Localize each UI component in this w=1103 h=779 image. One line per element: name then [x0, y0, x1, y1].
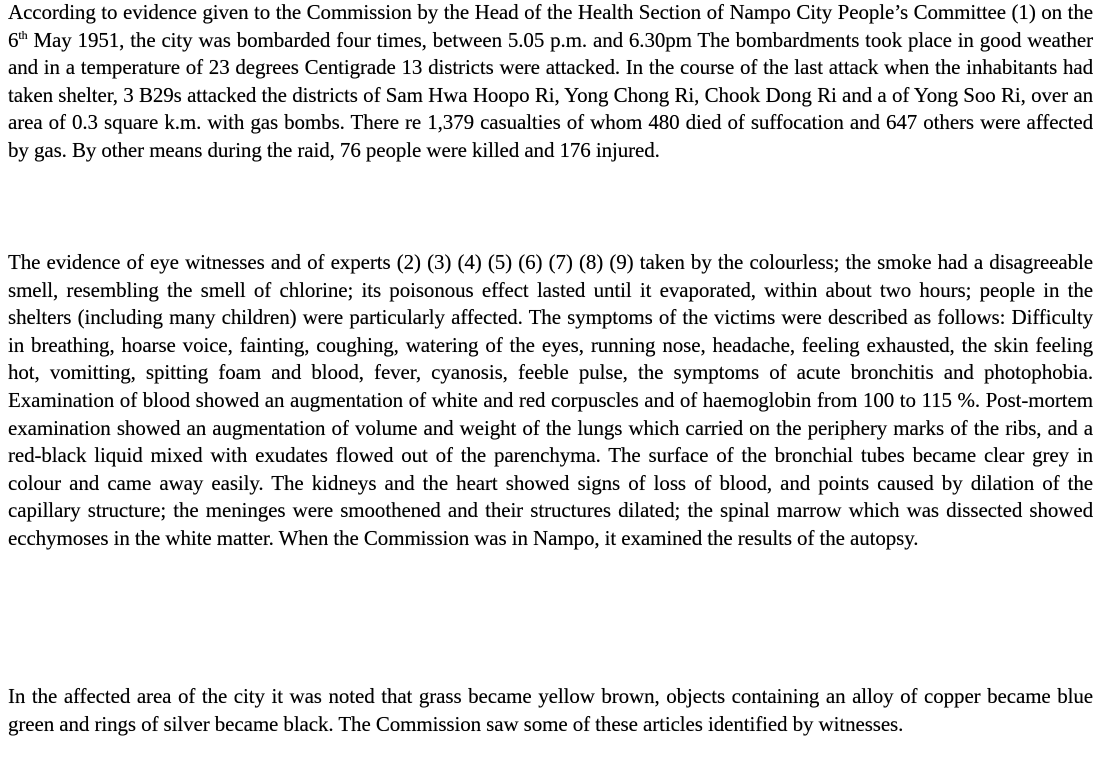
paragraph-3: In the affected area of the city it was noted that grass became yellow brown, objects containing an alloy of copper became blue green and rings of silver became black. The Commission saw some of these articles identified by witnesses. — [8, 684, 1093, 736]
paragraph-1-part-b: May 1951, the city was bombarded four times, between 5.05 p.m. and 6.30pm The bombardments took place in good weather and in a temperature of 23 degrees Centigrade 13 districts were attacked. In the course of the last attack when the inhabitants had taken shelter, 3 B29s attacked the districts of Sam Hwa Hoopo Ri, Yong Chong Ri, Chook Dong Ri and a of Yong Soo Ri, over an area of 0.3 square k.m. with gas bombs. There re 1,379 casualties of whom 480 died of suffocation and 647 others were affected by gas. By other means during the raid, 76 people were killed and 176 injured. — [8, 27, 1093, 162]
paragraph-1-part-a: According to evidence given to the Commission by the Head of the Health Section of Nampo City People’s Committee (1) on the 6 — [8, 0, 1093, 52]
paragraph-2: The evidence of eye witnesses and of experts (2) (3) (4) (5) (6) (7) (8) (9) taken by the colourless; the smoke had a disagreeable smell, resembling the smell of chlorine; its poisonous effect lasted until it evaporated, within about two hours; people in the shelters (including many children) were particularly affected. The symptoms of the victims were described as follows: Difficulty in breathing, hoarse voice, fainting, coughing, watering of the eyes, running nose, headache, feeling exhausted, the skin feeling hot, vomitting, spitting foam and blood, fever, cyanosis, feeble pulse, the symptoms of acute bronchitis and photophobia. Examination of blood showed an augmentation of white and red corpuscles and of haemoglobin from 100 to 115 %. Post-mortem examination showed an augmentation of volume and weight of the lungs which carried on the periphery marks of the ribs, and a red-black liquid mixed with exudates flowed out of the parenchyma. The surface of the bronchial tubes became clear grey in colour and came away easily. The kidneys and the heart showed signs of loss of blood, and points caused by dilation of the capillary structure; the meninges were smoothened and their structures dilated; the spinal marrow which was dissected showed ecchymoses in the white matter. When the Commission was in Nampo, it examined the results of the autopsy. — [8, 250, 1093, 550]
ordinal-superscript: th — [18, 27, 28, 42]
paragraph-1 — [8, 0, 1093, 165]
